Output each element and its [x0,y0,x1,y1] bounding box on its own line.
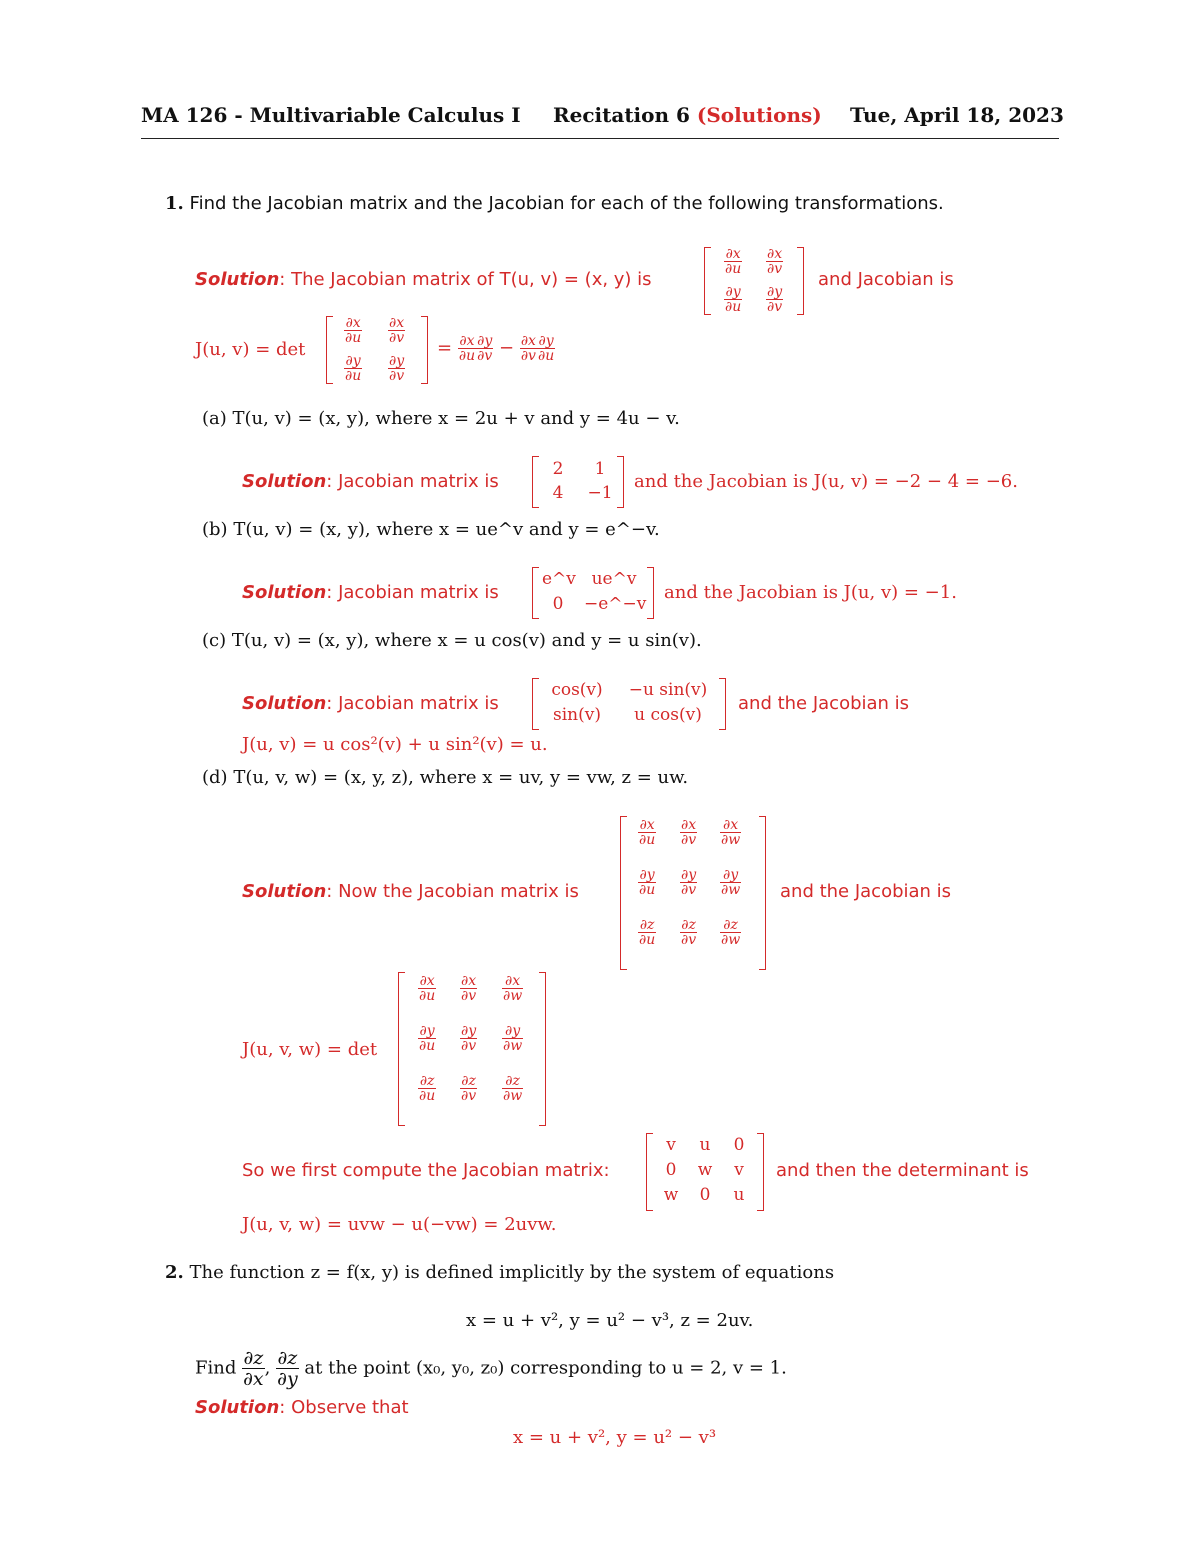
intro-jacobian-matrix [704,247,804,315]
problem-2-find [195,1348,787,1389]
part-c-statement [202,630,702,652]
partial-du: ∂u [345,368,362,384]
jacobian-def-rhs: = $\frac{\partial x}{\partial u}$ $\frac{\partial y}{\partial v}$ − $\frac{\partial x}{\partial v}$ $\frac{\partial y}{\partial u}$ [437,333,555,364]
partial-fraction [537,334,555,363]
partial-du: ∂u [345,330,362,346]
matrix-cell: −1 [587,483,613,503]
partial-fraction [458,334,476,363]
partial-fraction [720,918,741,947]
part-c-sol-text: Jacobian matrix is [338,693,499,714]
partial-symbol: ∂z [681,917,696,933]
matrix-bracket [617,456,624,508]
partial-fraction [766,285,783,314]
matrix-entry [724,285,742,314]
part-c-text: T(u, v) = (x, y), where x = u cos(v) and y = u sin(v). [231,630,702,651]
matrix-entry [418,974,436,1003]
matrix-bracket [421,316,428,384]
matrix-cell: 4 [552,483,564,503]
partial-symbol: ∂x [419,973,435,989]
partial-fraction [638,868,656,897]
problem-2-sol-text: Observe that [291,1397,409,1418]
partial-symbol: ∂u [639,882,656,898]
partial-dy: ∂y [277,1368,298,1390]
partial-fraction [344,354,362,383]
matrix-entry [460,974,477,1003]
partial-symbol: ∂x [639,817,655,833]
matrix-cell: 0 [733,1135,745,1155]
partial-dy: ∂y [767,284,783,300]
part-a-matrix [532,456,624,508]
part-b-text: T(u, v) = (x, y), where x = ue^v and y = e^−v. [233,519,660,540]
partial-fraction [460,1024,477,1053]
problem-1-prompt [165,193,944,215]
partial-symbol: ∂u [639,932,656,948]
partial-dz: ∂z [243,1347,264,1369]
matrix-bracket [759,816,766,970]
partial-fraction [502,1024,523,1053]
partial-symbol: ∂w [503,1038,523,1054]
matrix-entry [460,1024,477,1053]
matrix-entry [502,1024,523,1053]
matrix-bracket [532,567,539,619]
partial-dv: ∂v [767,261,783,277]
partial-symbol: ∂z [461,1073,476,1089]
partial-symbol: ∂x [720,818,741,833]
matrix-cell: w [663,1185,679,1205]
partial-dx: ∂x [459,333,475,349]
partial-symbol: ∂u [639,832,656,848]
matrix-cell: w [697,1160,713,1180]
matrix-entry [502,1074,523,1103]
matrix-entry [638,918,656,947]
part-a-statement [202,408,680,430]
matrix-entry [720,918,741,947]
partial-symbol: ∂w [721,882,741,898]
solution-label: Solution [195,269,280,290]
partial-fraction [502,1074,523,1103]
solution-colon: : [279,269,286,290]
part-b-solution [242,582,499,604]
partial-fraction [242,1348,265,1389]
partial-dx: ∂x [243,1368,264,1390]
solution-colon: : [326,582,333,603]
matrix-cell: 1 [594,459,606,479]
jacobian-def-matrix [326,316,428,384]
intro-solution [195,269,652,291]
date: Tue, April 18, 2023 [850,103,1064,127]
matrix-entry [766,285,783,314]
problem-2-number: 2. [165,1262,184,1283]
partial-fraction [476,334,493,363]
matrix-entry [720,868,741,897]
matrix-cell: v [734,1160,744,1180]
find-after: at the point (x₀, y₀, z₀) corresponding to u = 2, v = 1. [304,1357,787,1379]
partial-du: ∂u [458,348,476,364]
partial-symbol: ∂y [639,867,655,883]
matrix-cell: 0 [699,1185,711,1205]
part-a-sol-text: Jacobian matrix is [338,471,499,492]
comma: , [264,1357,271,1379]
partial-dz: ∂z [277,1347,298,1369]
partial-symbol: ∂w [503,988,523,1004]
partial-fraction [720,818,741,847]
part-d-compute-after: and then the determinant is [776,1160,1029,1181]
solution-label: Solution [242,582,327,603]
part-d-final: J(u, v, w) = uvw − u(−vw) = 2uvw. [242,1214,557,1235]
partial-fraction [276,1348,299,1389]
matrix-cell: 0 [665,1160,677,1180]
matrix-entry [344,354,362,383]
partial-fraction [724,247,742,276]
matrix-cell: 2 [552,459,564,479]
solution-colon: : [326,471,333,492]
matrix-entry [638,818,656,847]
part-d-jacobian-matrix [620,816,766,970]
part-d-det-matrix [398,972,546,1126]
partial-dy: ∂y [538,333,554,349]
partial-fraction [766,247,783,276]
partial-symbol: ∂u [419,1088,436,1104]
partial-symbol: ∂z [419,1073,435,1089]
partial-fraction [680,868,697,897]
part-c-sol-line2: J(u, v) = u cos²(v) + u sin²(v) = u. [242,734,548,755]
partial-dy: ∂y [389,353,405,369]
partial-fraction [638,818,656,847]
part-d-sol-text: Now the Jacobian matrix is [338,881,579,902]
partial-symbol: ∂x [502,974,523,989]
matrix-cell: e^v [542,569,576,589]
problem-2-sol-eq: x = u + v², y = u² − v³ [513,1427,717,1448]
partial-symbol: ∂v [681,832,697,848]
matrix-bracket [719,678,726,730]
part-c-solution [242,693,499,715]
recitation-title [553,103,822,127]
part-a-solution [242,471,499,493]
partial-symbol: ∂y [419,1023,435,1039]
matrix-entry [388,316,405,345]
problem-2-system: x = u + v², y = u² − v³, z = 2uv. [466,1310,754,1331]
partial-du: ∂u [725,299,742,315]
header-rule [141,138,1059,139]
recitation-label: Recitation 6 [553,103,690,127]
problem-2-text: The function z = f(x, y) is defined implicitly by the system of equations [189,1262,835,1283]
matrix-entry [720,818,741,847]
partial-symbol: ∂v [681,932,697,948]
partial-symbol: ∂w [503,1088,523,1104]
partial-dy: ∂y [725,284,741,300]
partial-fraction [680,918,697,947]
partial-dx: ∂x [389,315,405,331]
partial-fraction [418,1074,436,1103]
solution-label: Solution [242,693,327,714]
partial-symbol: ∂y [502,1024,523,1039]
part-d-sol-after: and the Jacobian is [780,881,952,902]
matrix-cell: 0 [552,594,564,614]
matrix-entry [388,354,405,383]
partial-fraction [388,354,405,383]
part-a-text: T(u, v) = (x, y), where x = 2u + v and y = 4u − v. [232,408,680,429]
partial-dx: ∂x [520,333,536,349]
partial-fraction [638,918,656,947]
solutions-tag: (Solutions) [696,103,822,127]
solution-label: Solution [242,881,327,902]
solution-colon: : [279,1397,286,1418]
matrix-bracket [532,678,539,730]
solution-label: Solution [242,471,327,492]
partial-fraction [680,818,697,847]
matrix-bracket [704,247,711,315]
partial-symbol: ∂v [461,988,477,1004]
minus-sign: − [498,337,515,359]
partial-fraction [418,974,436,1003]
partial-dv: ∂v [520,348,536,364]
problem-1-number: 1. [165,193,184,214]
find-label: Find [195,1357,237,1379]
partial-fraction [418,1024,436,1053]
matrix-entry [680,868,697,897]
partial-dx: ∂x [725,246,741,262]
solution-label: Solution [195,1397,280,1418]
matrix-entry [680,818,697,847]
partial-du: ∂u [725,261,742,277]
part-b-label: (b) [202,519,228,540]
matrix-entry [766,247,783,276]
problem-2-solution [195,1397,409,1419]
part-b-sol-text: Jacobian matrix is [338,582,499,603]
matrix-cell: ue^v [591,569,637,589]
partial-dx: ∂x [767,246,783,262]
part-d-solution [242,881,579,903]
partial-fraction [502,974,523,1003]
partial-symbol: ∂v [681,882,697,898]
partial-symbol: ∂w [721,932,741,948]
matrix-bracket [646,1133,653,1211]
matrix-cell: u [699,1135,711,1155]
matrix-entry [638,868,656,897]
partial-dv: ∂v [389,330,405,346]
matrix-bracket [532,456,539,508]
matrix-bracket [797,247,804,315]
partial-du: ∂u [537,348,555,364]
part-b-sol-after: and the Jacobian is J(u, v) = −1. [664,582,957,603]
solution-colon: : [326,881,333,902]
matrix-entry [724,247,742,276]
matrix-bracket [326,316,333,384]
partial-symbol: ∂z [720,918,741,933]
partial-symbol: ∂y [720,868,741,883]
matrix-cell: u [733,1185,745,1205]
matrix-cell: v [666,1135,676,1155]
partial-fraction [460,1074,477,1103]
partial-fraction [720,868,741,897]
partial-fraction [388,316,405,345]
matrix-bracket [647,567,654,619]
part-d-text: T(u, v, w) = (x, y, z), where x = uv, y = vw, z = uw. [233,767,689,788]
matrix-bracket [620,816,627,970]
part-c-label: (c) [202,630,227,651]
matrix-entry [418,1074,436,1103]
problem-1-text: Find the Jacobian matrix and the Jacobian for each of the following transformations. [189,193,944,214]
partial-dx: ∂x [345,315,361,331]
part-b-matrix [532,567,654,619]
partial-dy: ∂y [345,353,361,369]
matrix-entry [680,918,697,947]
matrix-cell: −e^−v [584,594,647,614]
matrix-cell: −u sin(v) [628,680,708,700]
matrix-cell: sin(v) [553,705,601,725]
problem-2-prompt [165,1262,834,1284]
partial-symbol: ∂w [721,832,741,848]
partial-symbol: ∂v [461,1088,477,1104]
intro-and-jacobian: and Jacobian is [818,269,954,290]
matrix-bracket [757,1133,764,1211]
part-b-statement [202,519,660,541]
partial-symbol: ∂z [502,1074,523,1089]
part-d-numeric-matrix [646,1133,764,1211]
partial-symbol: ∂z [639,917,655,933]
matrix-entry [502,974,523,1003]
solution-colon: : [326,693,333,714]
part-a-label: (a) [202,408,227,429]
part-a-sol-after: and the Jacobian is J(u, v) = −2 − 4 = −6. [634,471,1018,492]
matrix-entry [344,316,362,345]
matrix-bracket [398,972,405,1126]
partial-fraction [344,316,362,345]
part-d-det-lhs: J(u, v, w) = det [242,1039,378,1060]
course-title: MA 126 - Multivariable Calculus I [141,103,521,127]
matrix-bracket [539,972,546,1126]
matrix-entry [418,1024,436,1053]
part-d-compute-text: So we first compute the Jacobian matrix: [242,1160,610,1181]
partial-dv: ∂v [389,368,405,384]
matrix-cell: u cos(v) [634,705,702,725]
partial-symbol: ∂u [419,1038,436,1054]
intro-text: The Jacobian matrix of T(u, v) = (x, y) is [291,269,652,290]
partial-dy: ∂y [477,333,493,349]
jacobian-def-lhs: J(u, v) = det [195,339,306,360]
matrix-cell: cos(v) [551,680,603,700]
part-c-matrix [532,678,726,730]
partial-symbol: ∂v [461,1038,477,1054]
matrix-entry [460,1074,477,1103]
partial-symbol: ∂x [461,973,477,989]
part-c-sol-after: and the Jacobian is [738,693,910,714]
partial-fraction [520,334,537,363]
partial-symbol: ∂u [419,988,436,1004]
partial-symbol: ∂x [681,817,697,833]
partial-fraction [724,285,742,314]
partial-symbol: ∂y [681,867,697,883]
part-d-statement [202,767,688,789]
part-d-label: (d) [202,767,228,788]
partial-dv: ∂v [767,299,783,315]
partial-symbol: ∂y [461,1023,477,1039]
partial-fraction [460,974,477,1003]
partial-dv: ∂v [477,348,493,364]
